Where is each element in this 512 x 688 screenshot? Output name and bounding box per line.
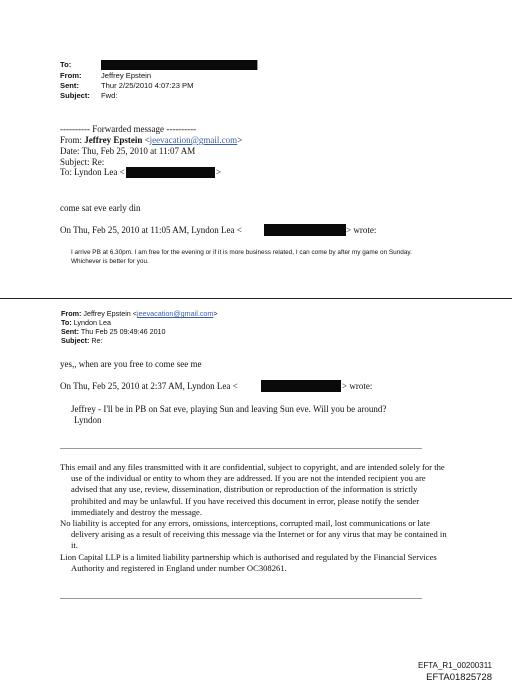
second-to-value: Lyndon Lea — [71, 318, 111, 327]
redaction-edge — [257, 60, 258, 70]
disclaimer-rule-top — [60, 448, 422, 449]
forward-subject-line: Subject: Re: — [60, 157, 105, 167]
forward-to-line: To: Lyndon Lea < — [60, 167, 125, 177]
to-label: To: — [60, 60, 72, 69]
second-quote-line-2: Lyndon — [74, 415, 102, 425]
forward-body: come sat eve early din — [60, 203, 141, 213]
forward-email-open: < — [142, 135, 150, 145]
second-wrote-suffix: > wrote: — [342, 381, 373, 391]
second-subject-line — [61, 336, 103, 345]
forward-wrote-prefix: On Thu, Feb 25, 2010 at 11:05 AM, Lyndon Lea < — [60, 225, 242, 235]
forward-from-name: Jeffrey Epstein — [84, 135, 143, 145]
redacted-second-wrote-email — [261, 380, 341, 392]
forward-from-email-link[interactable]: jeevacation@gmail.com — [149, 135, 238, 145]
second-from-value: Jeffrey Epstein < — [81, 309, 137, 318]
forward-from-prefix: From: — [60, 135, 85, 145]
forward-separator: ---------- Forwarded message ---------- — [60, 124, 197, 134]
second-subject-value: Re: — [89, 336, 103, 345]
forward-to-close: > — [216, 167, 222, 177]
sent-value: Thur 2/25/2010 4:07:23 PM — [101, 81, 194, 90]
second-sent-line — [61, 327, 166, 336]
from-label: From: — [60, 71, 82, 80]
sent-label: Sent: — [60, 81, 79, 90]
disclaimer-confidentiality: This email and any files transmitted with it are confidential, subject to copyright, and are intended solely for the use of the individual or entity to whom they are addressed. If you are not the intended recipient you are advised that any use, review, dissemination, distribution or reproduction of the information is strictly prohibited and may be unlawful. If you have received this document in error, please notify the sender immediately and destroy the message. — [60, 462, 445, 517]
page-divider — [0, 298, 512, 299]
second-to-label: To: — [61, 318, 72, 327]
subject-value: Fwd: — [101, 91, 118, 100]
forward-wrote-suffix: > wrote: — [346, 225, 377, 235]
disclaimer-registration: Lion Capital LLP is a limited liability partnership which is authorised and regulated by the Financial Services Authority and registered in England under number OC308261. — [60, 551, 437, 573]
second-to-line — [61, 318, 111, 327]
second-sent-value: Thu Feb 25 09:49:46 2010 — [78, 327, 166, 336]
redacted-recipient — [101, 60, 257, 70]
second-from-line — [61, 309, 218, 318]
second-wrote-prefix: On Thu, Feb 25, 2010 at 2:37 AM, Lyndon Lea < — [60, 381, 238, 391]
footer-ref-2: EFTA01825728 — [426, 672, 492, 683]
redacted-to-email — [126, 167, 215, 178]
second-body: yes,, when are you free to come see me — [60, 359, 202, 369]
footer-ref-1: EFTA_R1_00200311 — [418, 661, 492, 670]
forward-quoted-text: I arrive PB at 6.30pm. I am free for the evening or if it is more business related, I can come by after my game on Sunday. Whichever is better for you. — [71, 249, 412, 265]
redacted-wrote-email — [264, 224, 346, 236]
second-sent-label: Sent: — [61, 327, 79, 336]
forward-email-close: > — [237, 135, 243, 145]
disclaimer-liability: No liability is accepted for any errors, omissions, interceptions, corrupted mail, lost communications or late delivery arising as a result of receiving this message via the Internet or for any virus that may be contained in it. — [60, 518, 447, 551]
disclaimer — [60, 462, 452, 574]
forward-from-line — [60, 135, 242, 145]
second-quote-line-1: Jeffrey - I'll be in PB on Sat eve, playing Sun and leaving Sun eve. Will you be around? — [71, 404, 387, 414]
from-value: Jeffrey Epstein — [101, 71, 152, 80]
second-from-email-link[interactable]: jeevacation@gmail.com — [136, 309, 214, 318]
disclaimer-rule-bottom — [60, 598, 422, 599]
second-from-label: From: — [61, 309, 82, 318]
second-subject-label: Subject: — [61, 336, 90, 345]
subject-label: Subject: — [60, 91, 90, 100]
forward-date-line: Date: Thu, Feb 25, 2010 at 11:07 AM — [60, 146, 196, 156]
second-from-close: > — [213, 309, 218, 318]
